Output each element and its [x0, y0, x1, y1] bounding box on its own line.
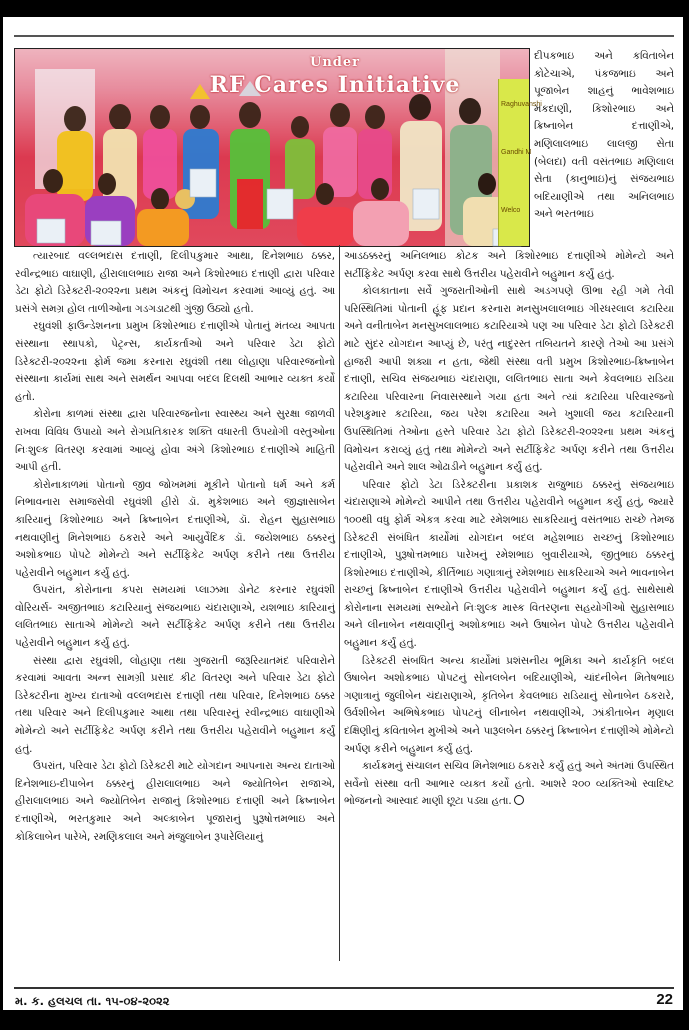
article-paragraph-last	[344, 758, 674, 811]
article-paragraph: ડિરેક્ટરી સંબધિત અન્ય કાર્યોમાં પ્રશંસનીય ભૂમિકા અને કાર્યકૃતિ બદલ ઉષાબેન અશોકભાઇ પોપટનું સોનલબેન બદિયાણીએ, ચાંદનીબેન મિતેષભાઇ ગણાત્રાનું જુલીબેન ચંદારાણાએ, કૃતિબેન કેવલભાઇ રાડિયાનું સોનાબેન ઠકરારે, ઉર્વશીબેન અભિષેકભાઇ પોપટનું લીનાબેન નથવાણીએ, ઝાંકીતાબેન મૃણાલ દક્ષિણીનું કવિતાબેન મુખીએ અને પારૂલબેન ઠક્કરનું ક્રિષ્નાબેન દત્તાણીએ મોમેન્ટો અર્પણ કરીને બહુમાન કર્યું હતું.	[344, 654, 674, 755]
article-paragraph: કોલકાતાના સર્વે ગુજરાતીઓની સાથે અડગપણે ઊભા રહી ગમે તેવી પરિસ્થિતિમાં પોતાની હૂંફ પ્રદાન કરનારા મનસુખલાલભાઇ ગીરધરલાલ કટારિયા અને વનીતાબેન મનસુખલાલભાઇ કટારિયાએ પણ આ પરિવાર ડેટા ફોટો ડિરેક્ટરી માટે સુંદર યોગદાન આપ્યું છે, પરંતુ નાદુરસ્ત તબિયતને કારણે તેઓ આ પ્રસંગે હાજરી આપી શક્યા ન હતા, જેથી સંસ્થા વતી પ્રમુખ કિશોરભાઇ-ક્રિષ્નાબેન દત્તાણી, સચિવ સંજયભાઇ ચંદારાણા, લલિતભાઇ સાતા અને કેવલભાઇ રાડિયા કટારિયા પરિવારના નિવાસસ્થાને ગયા હતા અને ત્યાં કટારિયા પરિવારજનો પરેશકુમાર કટારિયા, જય પરેશ કટારિયા અને ખુશાલી જય કટારિયાની ઉપસ્થિતિમાં તેઓના હસ્તે પરિવાર ડેટા ફોટો ડિરેક્ટરી-૨૦૨૨ના પ્રથમ અંકનું વિમોચન કરાવ્યું હતું તથા મોમેન્ટો અને સર્ટીફિકેટ અર્પણ કરીને તથા ઉત્તરીય પહેરાવીને અને શાલ ઓઢાડીને બહુમાન કર્યું હતું.	[344, 285, 674, 474]
footer-publication-date: મ. ક. હલચલ તા. ૧૫-૦૪-૨૦૨૨	[15, 994, 170, 1008]
photo-banner-text	[185, 55, 485, 98]
article-paragraph: કોરોનાકાળમાં પોતાનો જીવ જોખમમાં મૂકીને પોતાનો ધર્મ અને કર્મ નિભાવનારા સમાજસેવી રઘુવંશી હીરો ડૉ. મુકેશભાઇ અને જીજ્ઞાસાબેન કારિયાનું કિશોરભાઇ અને ક્રિષ્નાબેન દત્તાણીએ, ડૉ. રોહન સુહાસભાઇ નથવાણીનું મિનેશભાઇ ઠકરારે અને આયુર્વેદિક ડૉ. જયેશભાઇ ઠક્કરનું અશોકભાઇ પોપટે મોમેન્ટો અને સર્ટીફિકેટ અર્પણ કરીને તથા ઉત્તરીય પહેરાવીને બહુમાન કર્યું હતું.	[15, 478, 335, 579]
article-paragraph: કોરોના કાળમાં સંસ્થા દ્વારા પરિવારજનોના સ્વાસ્થ્ય અને સુરક્ષા જાળવી રાખવા વિવિધ ઉપાયો અને રોગપ્રતિકારક શક્તિ વધારતી ઉપયોગી વસ્તુઓના નિઃશુલ્ક વિતરણ કરવામાં આવ્યું હોવા અંગે કિશોરભાઇ દત્તાણીએ માહિતી આપી હતી.	[15, 408, 335, 474]
column-divider	[339, 245, 340, 961]
newspaper-page	[3, 17, 683, 1010]
side-banner-text: Welco	[501, 207, 521, 214]
article-paragraph: આડઠક્કરનું અનિલભાઇ કોટક અને કિશોરભાઇ દત્તાણીએ મોમેન્ટો અને સર્ટીફિકેટ અર્પણ કરવા સાથે ઉત્તરીય પહેરાવીને બહુમાન કર્યું હતું.	[344, 250, 674, 280]
article-paragraph: ઉપરાંત, કોરોનાના કપરા સમયમાં પ્લાઝમા ડોનેટ કરનાર રઘુવંશી વોરિયર્સ- અજીતભાઇ કટારિયાનું સંજયભાઇ ચંદારાણાએ, યશભાઇ કારિયાનું લલિતભાઇ સાતાએ મોમેન્ટો અને સર્ટીફિકેટ અર્પણ કરીને તથા ઉત્તરીય પહેરાવીને બહુમાન કર્યું હતું.	[15, 584, 335, 650]
banner-line-1: Under	[310, 55, 360, 70]
top-rule	[14, 35, 674, 37]
event-group-photo	[14, 48, 542, 247]
side-banner-text: Gandhi M	[501, 149, 532, 156]
article-paragraph: ત્યારબાદ વલ્લભદાસ દત્તાણી, દિલીપકુમાર આથા, દિનેશભાઇ ઠક્કર, રવીન્દ્રભાઇ વાઘાણી, હીરાલાલભાઇ રાજા અને કિશોરભાઇ દત્તાણી દ્વારા પરિવાર ડેટા ફોટો ડિરેક્ટરી-૨૦૨૨ના પ્રથમ અંકનું વિમોચન કરવામાં આવ્યું હતું. આ પ્રસંગે સમગ્ર હોલ તાળીઓના ગડગડાટથી ગુંજી ઉઠ્યો હતો.	[15, 250, 335, 315]
article-paragraph-text: કાર્યક્રમનું સંચાલન સચિવ મિનેશભાઇ ઠકરારે કર્યું હતું અને અંતમાં ઉપસ્થિત સર્વેનો સંસ્થા વતી આભાર વ્યક્ત કર્યો હતો. આશરે ૨૦૦ વ્યક્તિઓ સ્વાદિષ્ટ ભોજનનો આસ્વાદ માણી છૂટા પડ્યા હતા.	[344, 760, 674, 808]
article-paragraph: સંસ્થા દ્વારા રઘુવંશી, લોહાણા તથા ગુજરાતી જરૂરિયાતમંદ પરિવારોને કરવામાં આવતા અન્ન સામગ્રી પ્રસાદ કીટ વિતરણ અને પરિવાર ડેટા ફોટો ડિરેક્ટરીના મુખ્ય દાતાઓ વલ્લભદાસ દત્તાણી તથા પરિવાર, દિનેશભાઇ ઠક્કર તથા પરિવાર અને દિલીપકુમાર આથા તથા પરિવારનું રવીન્દ્રભાઇ વાઘાણીએ મોમેન્ટો અને સર્ટીફિકેટ અર્પણ કરીને તથા ઉત્તરીય પહેરાવીને બહુમાન કર્યું હતું.	[15, 654, 335, 755]
article-left-column	[15, 248, 335, 846]
circle-end-mark-icon	[514, 795, 524, 805]
banner-line-2: RF Cares Initiative	[209, 72, 461, 98]
article-paragraph: પરિવાર ફોટો ડેટા ડિરેક્ટરીના પ્રકાશક રાજુભાઇ ઠક્કરનું સંજયભાઇ ચંદારાણાએ મોમેન્ટો આપીને તથા ઉત્તરીય પહેરાવીને બહુમાન કર્યું હતું, જ્યારે ૧૦૦થી વધુ ફોર્મ એકત્ર કરવા માટે રમેશભાઇ સાકરિયાનું વસંતભાઇ રાચ્છે તેમજ ડિરેક્ટરી સંબંધિત કાર્યોમાં યોગદાન બદલ મહેશભાઇ રાચ્છનું કિશોરભાઇ દત્તાણીએ, પુરૂષોત્તમભાઇ પારેખનું રમેશભાઇ બુવારીયાએ, જીતુભાઇ ઠક્કરનું કિશોરભાઇ દત્તાણીએ, કીર્તિભાઇ ગણાત્રાનું રમેશભાઇ સાકરિયાએ અને ભાવનાબેન રાચ્છનું ક્રિષ્નાબેન દત્તાણીએ ઉત્તરીય પહેરાવીને બહુમાન કર્યું હતું. સાથેસાથે કોરોનાના સમયમાં સભ્યોને નિઃશુલ્ક માસ્ક વિતરણના સહયોગીઓ સુહાસભાઇ અને લીનાબેન નથવાણીનું અશોકભાઇ અને ઉષાબેન પોપટે ઉત્તરીય પહેરાવીને બહુમાન કર્યું હતું.	[344, 478, 674, 650]
article-right-column	[344, 248, 674, 811]
side-column-paragraph: દીપકભાઇ અને કવિતાબેન કોટેચાએ, પંકજભાઇ અને પૂજાબેન શાહનું ભાવેશભાઇ મકદાણી, કિશોરભાઇ અને ક્રિષ્નાબેન દત્તાણીએ, મણિલાલભાઇ લાલજી સેતા (બેલદા) વતી વસંતભાઇ મણિલાલ સેતા (કાનુભાઇ)નું સંજયભાઇ બદિયાણીએ તથા અનિલભાઇ અને ભરતભાઇ	[534, 50, 674, 221]
photo-side-banner	[498, 79, 542, 246]
side-banner-text: Raghuvanshi	[501, 101, 542, 108]
photo-side-column	[534, 48, 674, 224]
article-paragraph: રઘુવંશી ફાઉન્ડેશનના પ્રમુખ કિશોરભાઇ દત્તાણીએ પોતાનું મંતવ્ય આપતા સંસ્થાના સ્થાપકો, પેટ્રન્સ, કાર્યકર્તાઓ અને પરિવાર ડેટા ફોટો ડિરેક્ટરી-૨૦૨૨ના ફોર્મ જમા કરનારા રઘુવંશી તથા લોહાણા પરિવારજનોનો સંસ્થાના કાર્યમાં સાથ અને સમર્થન આપવા બદલ દિલથી આભાર વ્યક્ત કર્યો હતો.	[15, 320, 335, 403]
article-paragraph: ઉપરાંત, પરિવાર ડેટા ફોટો ડિરેક્ટરી માટે યોગદાન આપનારા અન્ય દાતાઓ દિનેશભાઇ-દીપાબેન ઠક્કરનું હીરાલાલભાઇ અને જ્યોતિબેન રાજાએ, હીરાલાલભાઇ અને જ્યોતિબેન રાજાનું કિશોરભાઇ દત્તાણી અને ક્રિષ્નાબેન દત્તાણીએ, ભરતકુમાર અને અલ્કાબેન પૂજારાનું પુરૂષોત્તમભાઇ અને કોકિલાબેન પારેખે, રમણિકલાલ અને મંજુલાબેન રૂપારેલિયાનું	[15, 760, 335, 843]
page-number: 22	[656, 991, 673, 1008]
bottom-rule	[14, 987, 674, 989]
